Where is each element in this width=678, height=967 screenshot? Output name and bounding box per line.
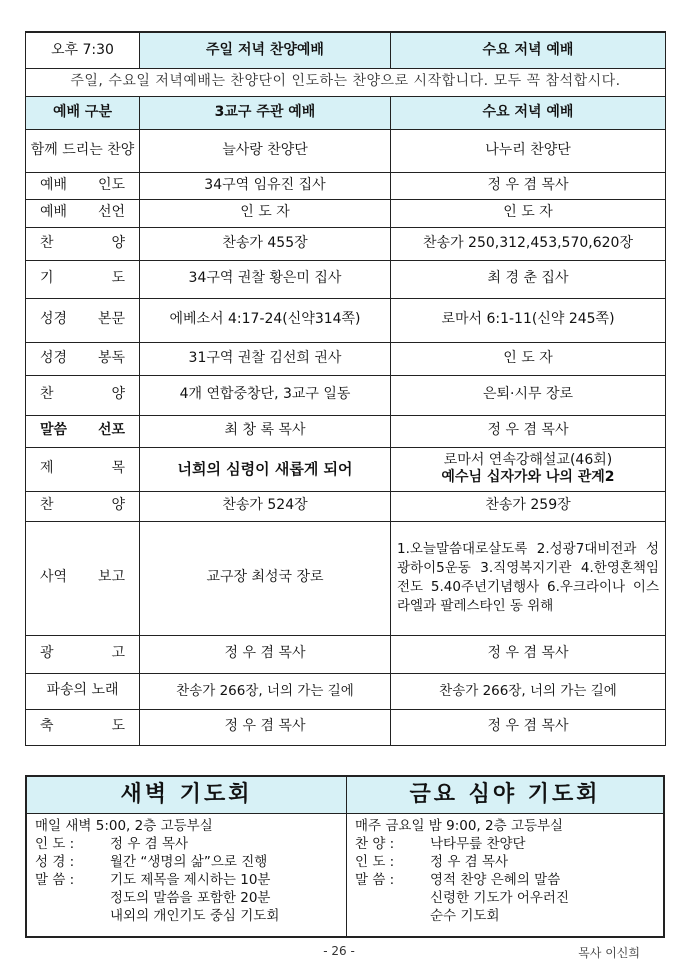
dawn-schedule: 매일 새벽 5:00, 2층 고등부실	[35, 818, 213, 834]
sermon-title-sunday: 너희의 심령이 새롭게 되어	[140, 447, 391, 491]
row-label: 파송의 노래	[26, 673, 140, 709]
friday-praise-value: 낙타무릎 찬양단	[430, 836, 526, 853]
dawn-leader-value: 정 우 겸 목사	[110, 836, 189, 853]
row-label: 말씀 선포	[26, 415, 140, 447]
sunday-cell: 교구장 최성국 장로	[140, 521, 391, 635]
table-row	[26, 491, 666, 521]
table-row	[26, 129, 666, 172]
sermon-title: 예수님 십자가와 나의 관계2	[441, 469, 615, 485]
dawn-leader-key: 인 도 :	[35, 836, 75, 853]
row-label: 축 도	[26, 709, 140, 745]
table-row	[26, 375, 666, 415]
friday-word-value-3: 순수 기도회	[430, 908, 500, 925]
row-label: 예배 선언	[26, 199, 140, 227]
note-row	[26, 68, 666, 96]
row-label: 성경 본문	[26, 298, 140, 342]
table-row	[26, 635, 666, 673]
sunday-cell: 최 창 록 목사	[140, 415, 391, 447]
table-row	[26, 673, 666, 709]
row-label: 기 도	[26, 260, 140, 298]
dawn-prayer-title: 새벽 기도회	[27, 777, 346, 814]
table-row	[26, 199, 666, 227]
row-label: 찬 양	[26, 227, 140, 260]
ministry-report: 1.오늘말씀대로살도록 2.성광7대비전과 성광하이5운동 3.직영복지기관 4.한영혼책임전도 5.40주년기념행사 6.우크라이나 이스라엘과 팔레스타인 동 위해	[391, 521, 666, 635]
sunday-cell: 에베소서 4:17-24(신약314쪽)	[140, 298, 391, 342]
header-row	[26, 32, 666, 68]
table-row	[26, 298, 666, 342]
dawn-leader-row	[35, 835, 338, 853]
wednesday-cell: 인 도 자	[391, 199, 666, 227]
dawn-prayer-section	[27, 777, 347, 936]
friday-word-row	[355, 871, 655, 889]
sunday-cell: 늘사랑 찬양단	[140, 129, 391, 172]
wednesday-cell: 최 경 춘 집사	[391, 260, 666, 298]
friday-schedule: 매주 금요일 밤 9:00, 2층 고등부실	[355, 818, 564, 834]
friday-praise-row	[355, 835, 655, 853]
sunday-cell: 찬송가 266장, 너의 가는 길에	[140, 673, 391, 709]
sunday-cell: 찬송가 524장	[140, 491, 391, 521]
wednesday-cell: 정 우 겸 목사	[391, 709, 666, 745]
wednesday-cell: 나누리 찬양단	[391, 129, 666, 172]
friday-praise-key: 찬 양 :	[355, 836, 395, 853]
row-label: 찬 양	[26, 375, 140, 415]
row-label: 광 고	[26, 635, 140, 673]
sunday-cell: 인 도 자	[140, 199, 391, 227]
table-row	[26, 227, 666, 260]
row-label: 예배 인도	[26, 172, 140, 199]
table-row	[26, 415, 666, 447]
dawn-prayer-details	[27, 814, 346, 928]
wednesday-cell: 로마서 6:1-11(신약 245쪽)	[391, 298, 666, 342]
service-time: 오후 7:30	[26, 32, 140, 68]
wednesday-cell: 찬송가 259장	[391, 491, 666, 521]
wednesday-service-title: 수요 저녁 예배	[391, 32, 666, 68]
column-wednesday-header: 수요 저녁 예배	[391, 96, 666, 129]
column-header-row	[26, 96, 666, 129]
sunday-cell: 34구역 임유진 집사	[140, 172, 391, 199]
friday-prayer-section	[347, 777, 663, 936]
sunday-cell: 31구역 권찰 김선희 권사	[140, 342, 391, 375]
page-number: - 26 -	[323, 944, 355, 958]
column-sunday-header: 3교구 주관 예배	[140, 96, 391, 129]
wednesday-cell: 인 도 자	[391, 342, 666, 375]
service-note: 주일, 수요일 저녁예배는 찬양단이 인도하는 찬양으로 시작합니다. 모두 꼭 참석합시다.	[26, 68, 666, 96]
sermon-series: 로마서 연속강해설교(46회)	[443, 451, 613, 468]
dawn-word-row	[35, 871, 338, 889]
sermon-title-wednesday	[391, 447, 666, 491]
row-label: 제 목	[26, 447, 140, 491]
table-row	[26, 342, 666, 375]
friday-prayer-details	[347, 814, 663, 928]
dawn-scripture-value: 월간 “생명의 삶”으로 진행	[110, 854, 268, 871]
dawn-word-value-1: 기도 제목을 제시하는 10분	[110, 872, 271, 889]
sunday-cell: 찬송가 455장	[140, 227, 391, 260]
dawn-scripture-key: 성 경 :	[35, 854, 75, 871]
friday-leader-key: 인 도 :	[355, 854, 395, 871]
sunday-service-title: 주일 저녁 찬양예배	[140, 32, 391, 68]
friday-prayer-title: 금요 심야 기도회	[347, 777, 663, 814]
column-label-header: 예배 구분	[26, 96, 140, 129]
sunday-cell: 정 우 겸 목사	[140, 635, 391, 673]
row-label: 사역 보고	[26, 521, 140, 635]
sunday-cell: 4개 연합중창단, 3교구 일동	[140, 375, 391, 415]
wednesday-cell: 은퇴·시무 장로	[391, 375, 666, 415]
row-label: 성경 봉독	[26, 342, 140, 375]
friday-word-key: 말 씀 :	[355, 872, 395, 889]
wednesday-cell: 정 우 겸 목사	[391, 415, 666, 447]
wednesday-cell: 찬송가 250,312,453,570,620장	[391, 227, 666, 260]
table-row	[26, 260, 666, 298]
row-label: 찬 양	[26, 491, 140, 521]
wednesday-cell: 정 우 겸 목사	[391, 172, 666, 199]
table-row	[26, 709, 666, 745]
dawn-scripture-row	[35, 853, 338, 871]
dawn-word-key: 말 씀 :	[35, 872, 75, 889]
friday-word-value-1: 영적 찬양 은혜의 말씀	[430, 872, 561, 889]
row-label: 함께 드리는 찬양	[26, 129, 140, 172]
dawn-word-value-3: 내외의 개인기도 중심 기도회	[110, 908, 280, 925]
table-row	[26, 172, 666, 199]
friday-word-value-2: 신령한 기도가 어우러진	[430, 890, 569, 907]
sunday-cell: 34구역 권찰 황은미 집사	[140, 260, 391, 298]
friday-leader-value: 정 우 겸 목사	[430, 854, 509, 871]
prayer-meetings-box	[25, 775, 665, 938]
table-row	[26, 521, 666, 635]
dawn-word-value-2: 정도의 말씀을 포함한 20분	[110, 890, 271, 907]
worship-order-table	[25, 31, 666, 746]
author-credit: 목사 이신희	[578, 946, 640, 960]
table-row	[26, 447, 666, 491]
friday-leader-row	[355, 853, 655, 871]
wednesday-cell: 정 우 겸 목사	[391, 635, 666, 673]
sunday-cell: 정 우 겸 목사	[140, 709, 391, 745]
wednesday-cell: 찬송가 266장, 너의 가는 길에	[391, 673, 666, 709]
